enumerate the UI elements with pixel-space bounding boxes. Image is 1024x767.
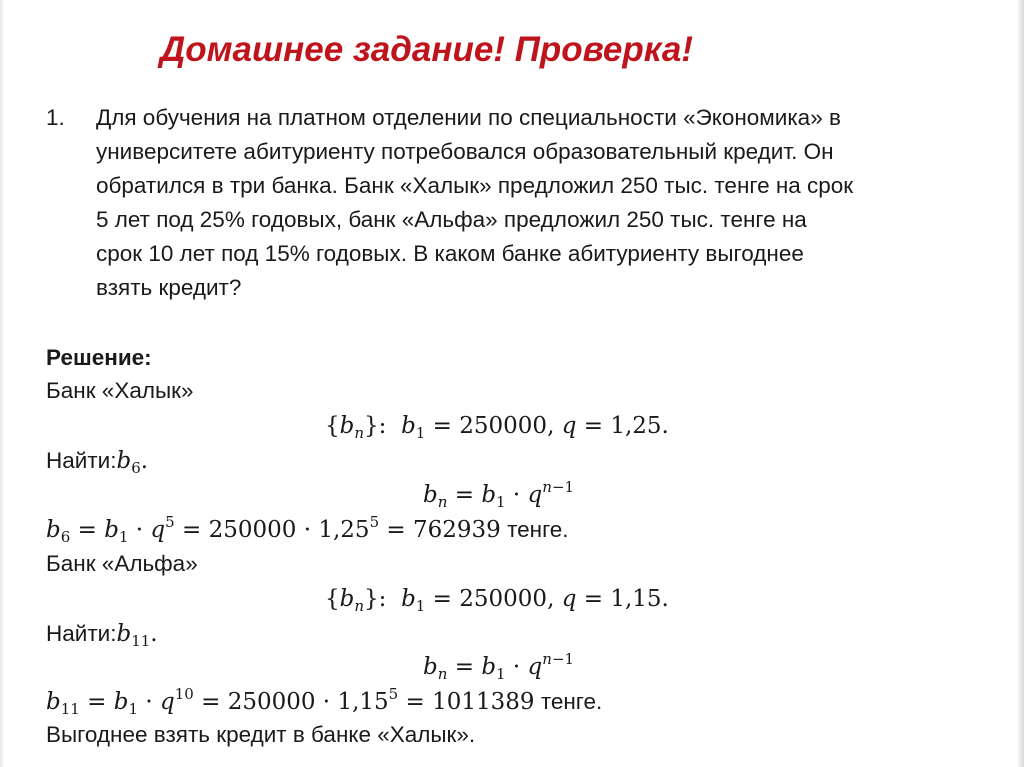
problem-line: университете абитуриенту потребовался образовательный кредит. Он [96, 139, 834, 164]
bank2-result: $b_{11} = b_1 \cdot q^{10} = 250000 \cdot 1,15^5 = 1011389$ тенге. [46, 685, 603, 718]
problem-line: Для обучения на платном отделении по специальности «Экономика» в [96, 105, 841, 130]
problem-line: 5 лет под 25% годовых, банк «Альфа» предложил 250 тыс. тенге на [96, 207, 807, 232]
problem-number: 1. [46, 105, 65, 130]
problem-line: срок 10 лет под 15% годовых. В каком банке абитуриенту выгоднее [96, 241, 804, 266]
bank2-result-value: 1011389 [432, 689, 535, 715]
solution-heading: Решение: [46, 345, 152, 370]
problem-line: обратился в три банка. Банк «Халык» предложил 250 тыс. тенге на срок [96, 173, 854, 198]
bank2-find-label: Найти: [46, 621, 117, 646]
slide-title: Домашнее задание! Проверка! [160, 30, 694, 69]
bank2-q-value: 1,15. [610, 586, 669, 612]
conclusion: Выгоднее взять кредит в банке «Халык». [46, 722, 476, 747]
problem-statement [46, 101, 976, 305]
bank1-base: 1,25 [318, 517, 370, 543]
b1-value: 250000 [227, 689, 316, 715]
general-term-formula-1: $b_n = b_1 \cdot q^{n-1}$ [423, 478, 575, 511]
b1-value: 250000 [459, 586, 548, 612]
bank1-find: $Найти:b_6$. [46, 448, 149, 477]
currency-label: тенге. [507, 517, 569, 542]
b1-value: 250000 [208, 517, 297, 543]
bank2-find-index: 11 [131, 632, 151, 650]
bank1-q-value: 1,25. [610, 413, 669, 439]
bank2-given-formula: $\{b_n\}$: $b_1 = 250000$, q = 1,15. [325, 586, 669, 615]
general-term-formula-2: $b_n = b_1 \cdot q^{n-1}$ [423, 650, 575, 683]
bank2-find: $Найти:b_{11}$. [46, 621, 158, 650]
b1-value: 250000 [459, 413, 548, 439]
bank2-base: 1,15 [337, 689, 389, 715]
bank1-given-formula: $\{b_n\}$: $b_1 = 250000$, q = 1,25. [325, 413, 669, 442]
bank1-find-index: 6 [131, 459, 141, 477]
bank1-label: Банк «Халык» [46, 378, 194, 403]
bank2-label: Банк «Альфа» [46, 551, 198, 576]
problem-line: взять кредит? [96, 275, 242, 300]
currency-label: тенге. [540, 689, 603, 714]
bank1-result: $b_6 = b_1 \cdot q^5 = 250000 \cdot 1,25^5 = 762939$ тенге. [46, 513, 569, 546]
bank1-find-label: Найти: [46, 448, 117, 473]
bank1-result-value: 762939 [413, 517, 501, 543]
slide-left-edge [0, 0, 4, 767]
